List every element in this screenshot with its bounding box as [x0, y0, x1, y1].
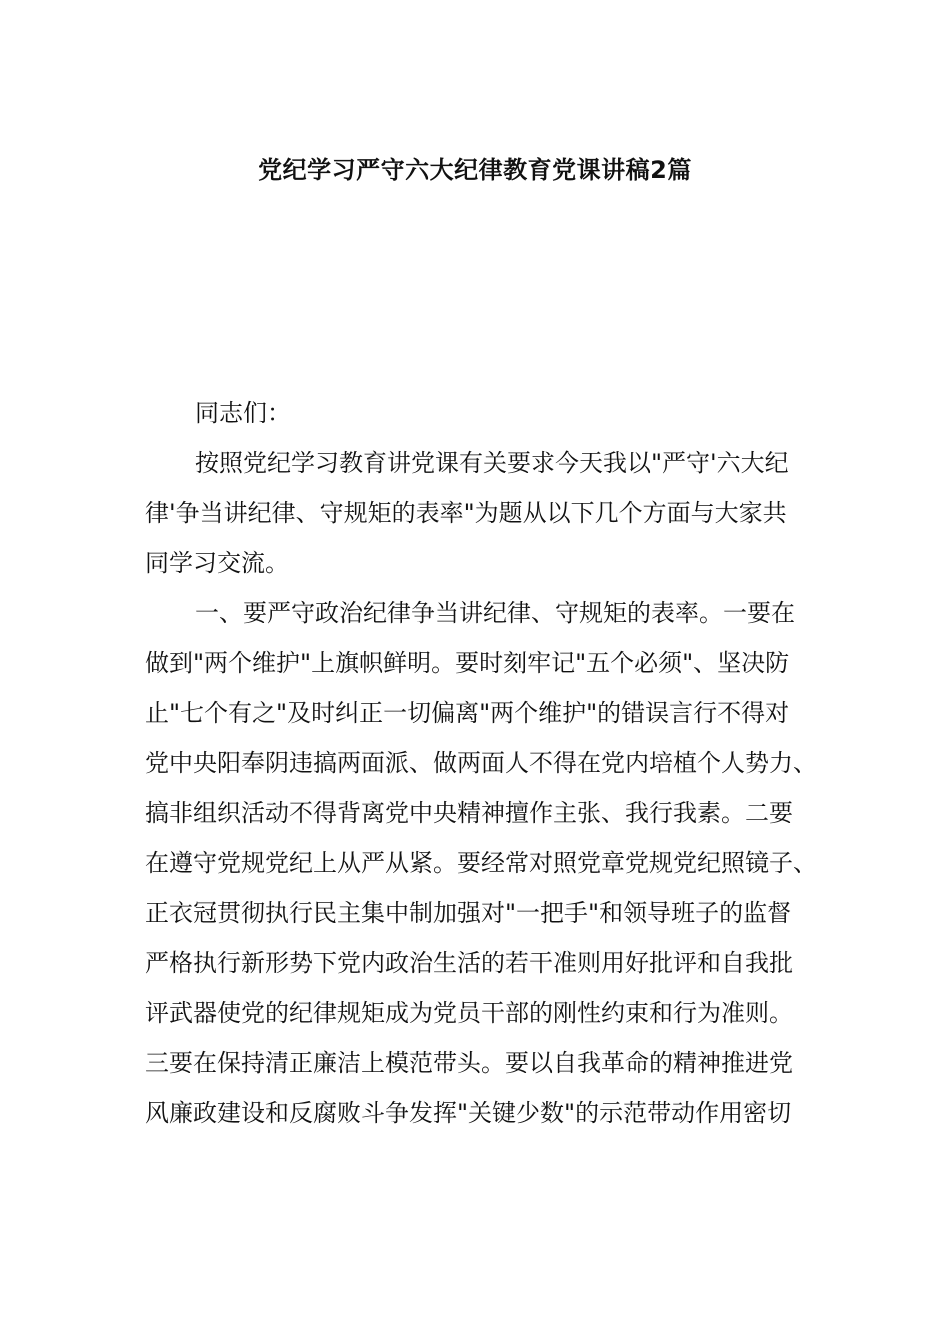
- text-line: 同学习交流。: [145, 549, 289, 577]
- text-line: 一、要严守政治纪律争当讲纪律、守规矩的表率。一要在: [195, 599, 795, 627]
- text-line: 律'争当讲纪律、守规矩的表率"为题从以下几个方面与大家共: [145, 499, 787, 527]
- text-line: 搞非组织活动不得背离党中央精神擅作主张、我行我素。二要: [145, 799, 793, 827]
- text-line: 止"七个有之"及时纠正一切偏离"两个维护"的错误言行不得对: [145, 699, 790, 727]
- text-line: 党中央阳奉阴违搞两面派、做两面人不得在党内培植个人势力、: [145, 749, 817, 777]
- text-line: 做到"两个维护"上旗帜鲜明。要时刻牢记"五个必须"、坚决防: [145, 649, 790, 677]
- document-title: 党纪学习严守六大纪律教育党课讲稿2篇: [258, 156, 692, 184]
- text-line: 三要在保持清正廉洁上模范带头。要以自我革命的精神推进党: [145, 1049, 793, 1077]
- text-line: 风廉政建设和反腐败斗争发挥"关键少数"的示范带动作用密切: [145, 1099, 792, 1127]
- text-line: 在遵守党规党纪上从严从紧。要经常对照党章党规党纪照镜子、: [145, 849, 817, 877]
- text-line: 严格执行新形势下党内政治生活的若干准则用好批评和自我批: [145, 949, 793, 977]
- salutation-line: 同志们：: [195, 399, 291, 427]
- document-body: [145, 388, 817, 1138]
- text-line: 评武器使党的纪律规矩成为党员干部的刚性约束和行为准则。: [145, 999, 793, 1027]
- text-line: 按照党纪学习教育讲党课有关要求今天我以"严守'六大纪: [195, 449, 789, 477]
- text-line: 正衣冠贯彻执行民主集中制加强对"一把手"和领导班子的监督: [145, 899, 792, 927]
